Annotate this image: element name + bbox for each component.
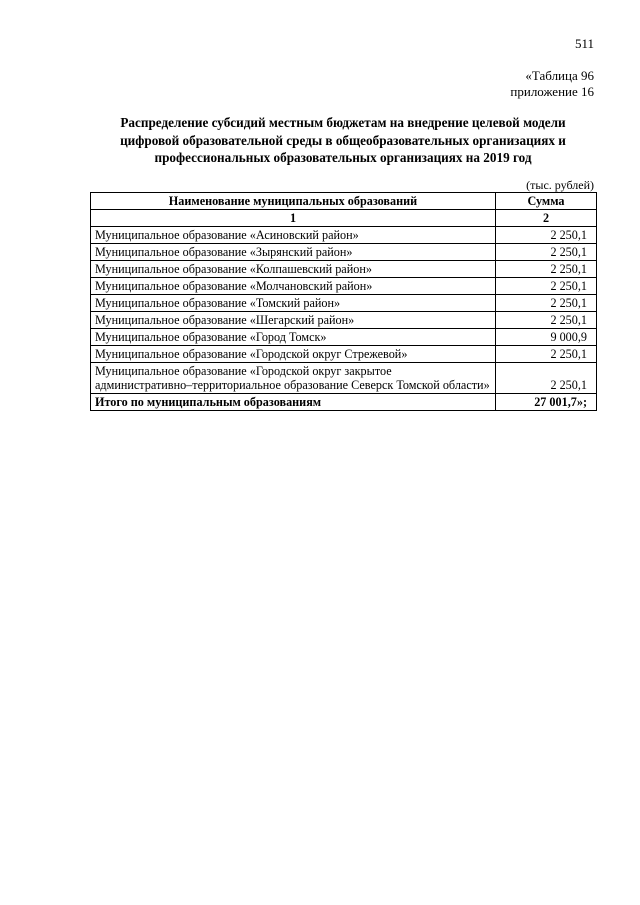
units-label: (тыс. рублей) bbox=[526, 178, 594, 192]
table-row bbox=[91, 244, 597, 261]
table-row bbox=[91, 363, 597, 394]
row-name: Муниципальное образование «Городской округ Стрежевой» bbox=[91, 346, 496, 363]
table-reference bbox=[510, 68, 594, 100]
title-line1: Распределение субсидий местным бюджетам на внедрение целевой модели bbox=[120, 115, 566, 130]
title-line3: профессиональных образовательных организациях на 2019 год bbox=[154, 150, 532, 165]
table-row bbox=[91, 295, 597, 312]
row-sum: 2 250,1 bbox=[496, 363, 597, 394]
page-number: 511 bbox=[574, 36, 594, 51]
table-row bbox=[91, 312, 597, 329]
row-name: Муниципальное образование «Молчановский район» bbox=[91, 278, 496, 295]
row-sum: 2 250,1 bbox=[496, 312, 597, 329]
row-sum: 2 250,1 bbox=[496, 278, 597, 295]
table-row bbox=[91, 346, 597, 363]
table-row bbox=[91, 278, 597, 295]
column-index-2: 2 bbox=[496, 210, 597, 227]
row-name: Муниципальное образование «Зырянский район» bbox=[91, 244, 496, 261]
row-sum: 9 000,9 bbox=[496, 329, 597, 346]
table-header-row bbox=[91, 193, 597, 210]
subsidy-table bbox=[90, 192, 597, 411]
row-sum: 2 250,1 bbox=[496, 346, 597, 363]
row-name: Муниципальное образование «Городской округ закрытое административно–территориальное образование Северск Томской области» bbox=[91, 363, 496, 394]
row-sum: 2 250,1 bbox=[496, 227, 597, 244]
row-sum: 2 250,1 bbox=[496, 244, 597, 261]
table-reference-line2: приложение 16 bbox=[510, 84, 594, 99]
total-sum: 27 001,7»; bbox=[496, 394, 597, 411]
row-name: Муниципальное образование «Томский район» bbox=[91, 295, 496, 312]
row-name: Муниципальное образование «Асиновский район» bbox=[91, 227, 496, 244]
column-header-name: Наименование муниципальных образований bbox=[91, 193, 496, 210]
column-index-1: 1 bbox=[91, 210, 496, 227]
row-name: Муниципальное образование «Шегарский район» bbox=[91, 312, 496, 329]
column-index-row bbox=[91, 210, 597, 227]
table-row bbox=[91, 227, 597, 244]
row-name: Муниципальное образование «Город Томск» bbox=[91, 329, 496, 346]
total-row bbox=[91, 394, 597, 411]
row-name: Муниципальное образование «Колпашевский район» bbox=[91, 261, 496, 278]
total-label: Итого по муниципальным образованиям bbox=[91, 394, 496, 411]
table-row bbox=[91, 261, 597, 278]
table-row bbox=[91, 329, 597, 346]
column-header-sum: Сумма bbox=[496, 193, 597, 210]
document-title bbox=[90, 114, 596, 167]
table-reference-line1: «Таблица 96 bbox=[525, 68, 594, 83]
title-line2: цифровой образовательной среды в общеобразовательных организациях и bbox=[120, 132, 566, 148]
row-sum: 2 250,1 bbox=[496, 295, 597, 312]
row-sum: 2 250,1 bbox=[496, 261, 597, 278]
